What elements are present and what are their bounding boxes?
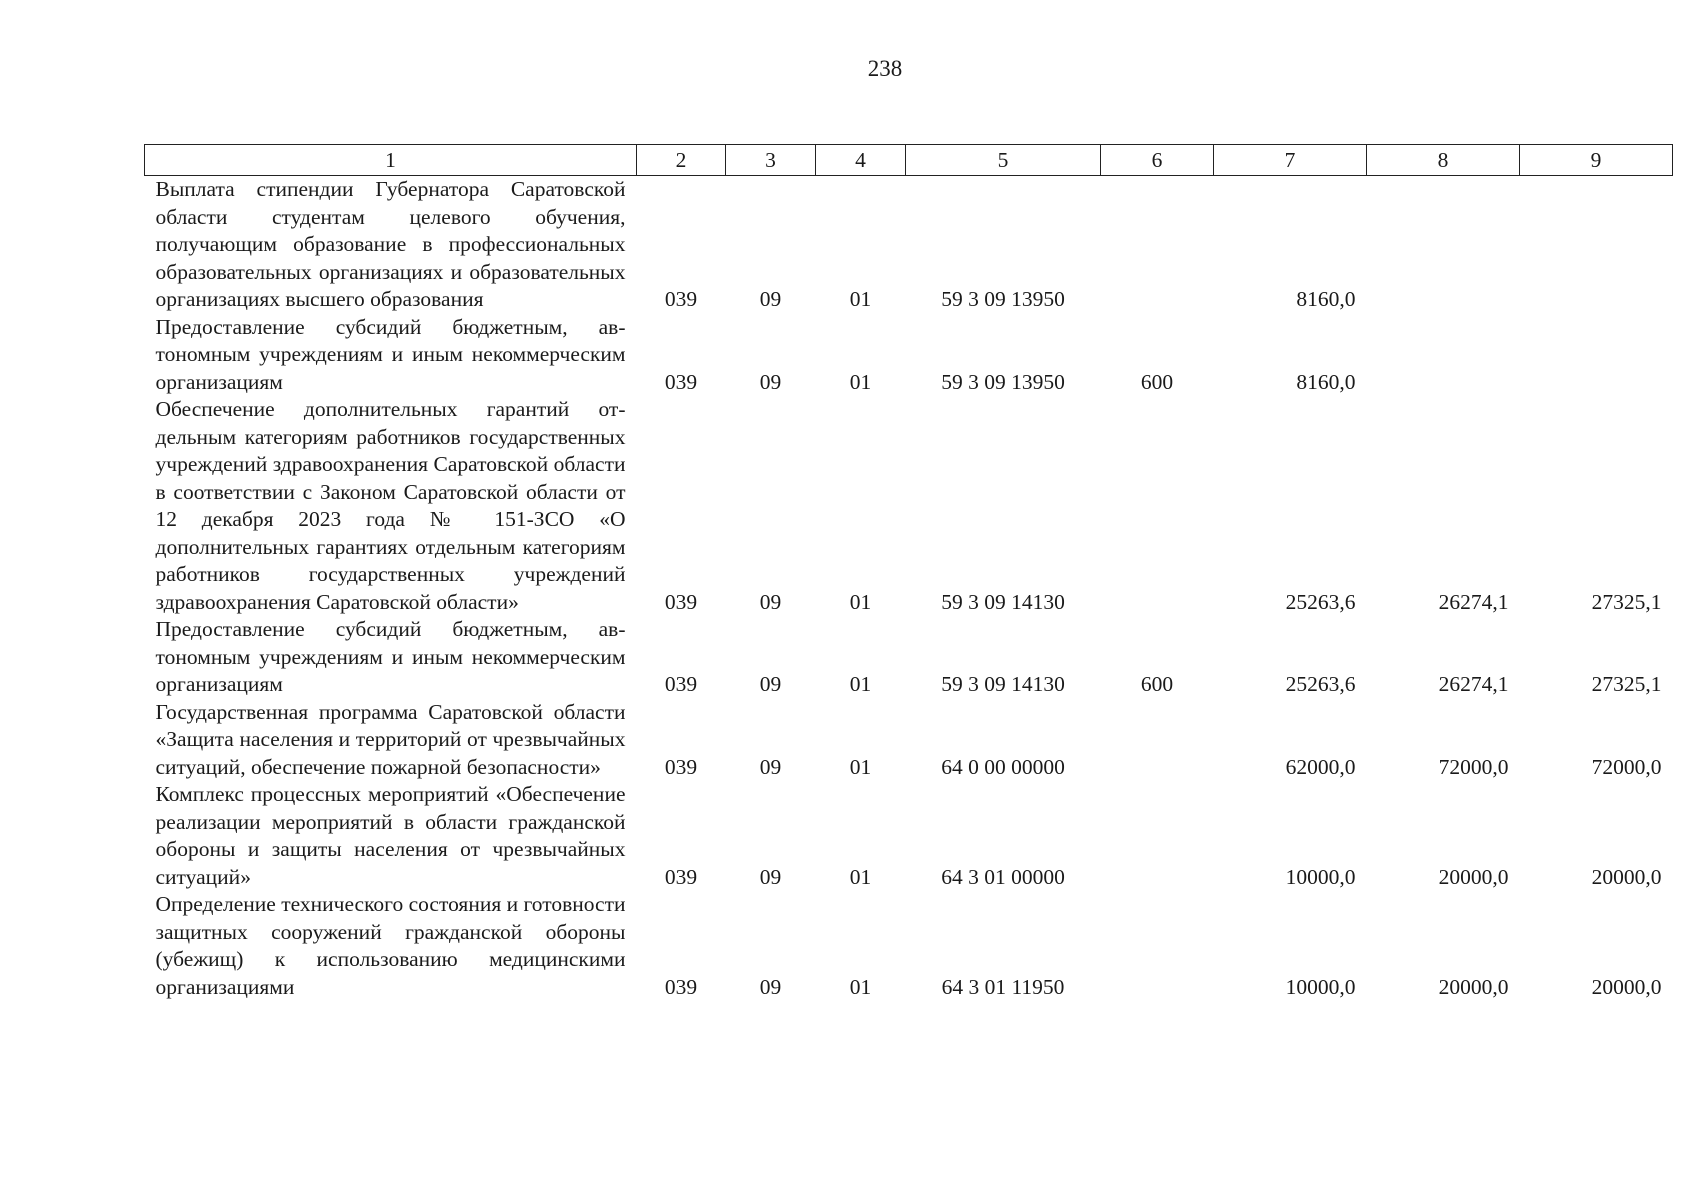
row-name: Предоставление субсидий бюджетным, автономным учреждениям и иным некоммерческим организациям xyxy=(155,617,626,696)
row-name: Предоставление субсидий бюджетным, автономным учреждениям и иным некоммерческим организациям xyxy=(155,314,626,394)
amount-col-9: 20000,0 xyxy=(1591,974,1662,999)
column-header-5: 5 xyxy=(906,145,1101,176)
amount-col-7: 10000,0 xyxy=(1285,864,1356,889)
section-code: 09 xyxy=(759,754,782,779)
column-header-8: 8 xyxy=(1367,145,1520,176)
target-article-code: 59 3 09 14130 xyxy=(941,589,1065,614)
row-name: Определение технического состояния и готовности защитных сооружений гражданской обороны (убежищ) к использованию медицинскими организациями xyxy=(155,892,626,999)
row-name: Комплекс процессных мероприятий «Обеспечение реализации мероприятий в области гражданской обороны и защиты населения от чрезвычайных ситуаций» xyxy=(155,782,626,889)
expense-type-code: 600 xyxy=(1140,369,1174,394)
column-header-2: 2 xyxy=(637,145,726,176)
ministry-code: 039 xyxy=(664,589,698,614)
expense-type-code xyxy=(1101,781,1214,891)
section-code: 09 xyxy=(759,864,782,889)
column-header-4: 4 xyxy=(816,145,906,176)
subsection-code: 01 xyxy=(849,589,872,614)
table-row xyxy=(145,616,1673,699)
amount-col-9: 27325,1 xyxy=(1591,589,1662,614)
amount-col-9 xyxy=(1520,176,1673,314)
section-code: 09 xyxy=(759,287,782,311)
amount-col-9: 27325,1 xyxy=(1591,672,1662,696)
ministry-code: 039 xyxy=(664,287,698,311)
subsection-code: 01 xyxy=(849,369,872,394)
target-article-code: 64 0 00 00000 xyxy=(941,754,1065,779)
ministry-code: 039 xyxy=(664,754,698,779)
target-article-code: 59 3 09 14130 xyxy=(941,672,1065,696)
row-name: Выплата стипендии Губернатора Саратовской области студентам целевого обучения, получающим образование в профессиональных образовательных организациях и образовательных организациях высшего образования xyxy=(155,177,626,311)
row-name: Государственная программа Саратовской области «Защита населения и территорий от чрезвычайных ситуаций, обеспечение пожарной безопасности» xyxy=(155,699,626,779)
table-row xyxy=(145,781,1673,891)
expense-type-code: 600 xyxy=(1140,672,1174,696)
expense-type-code xyxy=(1101,699,1214,782)
subsection-code: 01 xyxy=(849,287,872,311)
section-code: 09 xyxy=(759,369,782,394)
row-name: Обеспечение дополнительных гарантий отдельным категориям работников государственных учреждений здравоохранения Саратовской области в соответствии с Законом Саратовской области от 12 декабря 2023 года № 151-ЗСО «О дополнительных гарантиях отдельным категориям работников государственных учреждений здравоохранения Саратовской области» xyxy=(155,397,626,614)
ministry-code: 039 xyxy=(664,974,698,999)
column-header-6: 6 xyxy=(1101,145,1214,176)
ministry-code: 039 xyxy=(664,864,698,889)
column-header-3: 3 xyxy=(726,145,816,176)
amount-col-9 xyxy=(1520,314,1673,397)
column-header-1: 1 xyxy=(145,145,637,176)
amount-col-8 xyxy=(1367,314,1520,397)
ministry-code: 039 xyxy=(664,672,698,696)
section-code: 09 xyxy=(759,589,782,614)
header-row xyxy=(145,145,1673,176)
table-row xyxy=(145,314,1673,397)
table-row xyxy=(145,176,1673,314)
table-row xyxy=(145,396,1673,616)
subsection-code: 01 xyxy=(849,974,872,999)
amount-col-8: 26274,1 xyxy=(1438,589,1509,614)
amount-col-7: 62000,0 xyxy=(1285,754,1356,779)
amount-col-8: 72000,0 xyxy=(1438,754,1509,779)
target-article-code: 59 3 09 13950 xyxy=(941,287,1065,311)
subsection-code: 01 xyxy=(849,864,872,889)
expense-type-code xyxy=(1101,176,1214,314)
target-article-code: 64 3 01 00000 xyxy=(941,864,1065,889)
amount-col-7: 25263,6 xyxy=(1285,672,1356,696)
amount-col-9: 72000,0 xyxy=(1591,754,1662,779)
subsection-code: 01 xyxy=(849,754,872,779)
expense-type-code xyxy=(1101,396,1214,616)
column-header-9: 9 xyxy=(1520,145,1673,176)
table-row xyxy=(145,699,1673,782)
amount-col-8 xyxy=(1367,176,1520,314)
amount-col-7: 10000,0 xyxy=(1285,974,1356,999)
section-code: 09 xyxy=(759,974,782,999)
amount-col-9: 20000,0 xyxy=(1591,864,1662,889)
page-number: 238 xyxy=(867,56,903,81)
column-header-7: 7 xyxy=(1214,145,1367,176)
section-code: 09 xyxy=(759,672,782,696)
table-row xyxy=(145,891,1673,1001)
target-article-code: 59 3 09 13950 xyxy=(941,369,1065,394)
amount-col-8: 20000,0 xyxy=(1438,864,1509,889)
amount-col-8: 20000,0 xyxy=(1438,974,1509,999)
target-article-code: 64 3 01 11950 xyxy=(941,974,1065,999)
budget-table xyxy=(144,144,1673,1001)
amount-col-7: 8160,0 xyxy=(1296,287,1356,311)
ministry-code: 039 xyxy=(664,369,698,394)
amount-col-8: 26274,1 xyxy=(1438,672,1509,696)
amount-col-7: 25263,6 xyxy=(1285,589,1356,614)
amount-col-7: 8160,0 xyxy=(1296,369,1356,394)
subsection-code: 01 xyxy=(849,672,872,696)
expense-type-code xyxy=(1101,891,1214,1001)
